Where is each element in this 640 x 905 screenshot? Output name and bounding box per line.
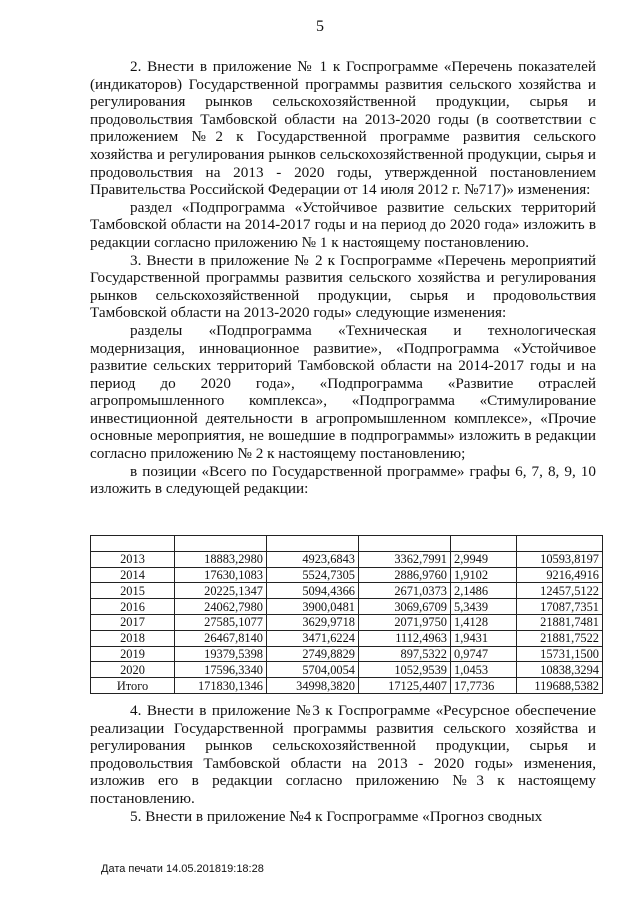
table-cell: 2015 xyxy=(91,583,175,599)
table-cell xyxy=(451,536,517,552)
table-cell: 1052,9539 xyxy=(359,662,451,678)
table-cell: 2018 xyxy=(91,630,175,646)
table-cell: 2,9949 xyxy=(451,551,517,567)
table-cell: 26467,8140 xyxy=(175,630,267,646)
body-text-top xyxy=(90,58,596,498)
table-cell: 17087,7351 xyxy=(517,599,603,615)
table-cell xyxy=(359,536,451,552)
table-cell xyxy=(267,536,359,552)
table-cell: 2886,9760 xyxy=(359,567,451,583)
table-cell: 3362,7991 xyxy=(359,551,451,567)
body-text-bottom xyxy=(90,702,596,825)
table-cell: 5,3439 xyxy=(451,599,517,615)
table-cell: 1112,4963 xyxy=(359,630,451,646)
page-number: 5 xyxy=(316,18,324,35)
table-cell: 15731,1500 xyxy=(517,646,603,662)
paragraph-3: 3. Внести в приложение № 2 к Госпрограмме «Перечень мероприятий Государственной программы развития сельского хозяйства и регулирования рынков сельскохозяйственной продукции, сырья и продовольствия Тамбовской области на 2013-2020 годы» следующие изменения: xyxy=(90,251,596,322)
table-cell: 24062,7980 xyxy=(175,599,267,615)
table-cell: 17630,1083 xyxy=(175,567,267,583)
table-row xyxy=(91,536,603,552)
table-cell: 10593,8197 xyxy=(517,551,603,567)
table-cell: 18883,2980 xyxy=(175,551,267,567)
table-row xyxy=(91,646,603,662)
table-cell: 5094,4366 xyxy=(267,583,359,599)
funding-table xyxy=(90,535,603,694)
table-cell: 3900,0481 xyxy=(267,599,359,615)
table-cell: 20225,1347 xyxy=(175,583,267,599)
paragraph-3-sections: разделы «Подпрограмма «Техническая и технологическая модернизация, инновационное развитие», «Подпрограмма «Устойчивое развитие сельских территорий Тамбовской области на 2014-2017 годы и на период до 2020 года», «Подпрограмма «Развитие отраслей агропромышленного комплекса», «Подпрограмма «Стимулирование инвестиционной деятельности в агропромышленном комплексе», «Прочие основные мероприятия, не вошедшие в подпрограммы» изложить в редакции согласно приложению № 2 к настоящему постановлению; xyxy=(90,321,596,463)
table-row xyxy=(91,567,603,583)
table-cell: 12457,5122 xyxy=(517,583,603,599)
table-cell: 2020 xyxy=(91,662,175,678)
table-cell: 21881,7522 xyxy=(517,630,603,646)
table-cell xyxy=(91,536,175,552)
table-cell: 5524,7305 xyxy=(267,567,359,583)
table-cell: 10838,3294 xyxy=(517,662,603,678)
table-cell: 17125,4407 xyxy=(359,678,451,694)
table-cell xyxy=(175,536,267,552)
table-cell: 2013 xyxy=(91,551,175,567)
table-total-row xyxy=(91,678,603,694)
table-cell: 2017 xyxy=(91,614,175,630)
table-cell: 1,9431 xyxy=(451,630,517,646)
table-cell: 0,9747 xyxy=(451,646,517,662)
table-cell: 2671,0373 xyxy=(359,583,451,599)
table-row xyxy=(91,551,603,567)
table-cell: 1,0453 xyxy=(451,662,517,678)
table-cell: 2014 xyxy=(91,567,175,583)
table-cell: 21881,7481 xyxy=(517,614,603,630)
paragraph-3-position: в позиции «Всего по Государственной программе» графы 6, 7, 8, 9, 10 изложить в следующей редакции: xyxy=(90,462,596,498)
paragraph-5: 5. Внести в приложение №4 к Госпрограмме «Прогноз сводных xyxy=(130,807,543,825)
table-cell: 171830,1346 xyxy=(175,678,267,694)
table-cell: 2016 xyxy=(91,599,175,615)
print-date-footer: Дата печати 14.05.201819:18:28 xyxy=(101,863,264,875)
table-cell: 4923,6843 xyxy=(267,551,359,567)
table-cell: 2019 xyxy=(91,646,175,662)
table-row xyxy=(91,599,603,615)
paragraph-2: 2. Внести в приложение № 1 к Госпрограмме «Перечень показателей (индикаторов) Государственной программы развития сельского хозяйства и регулирования рынков сельскохозяйственной продукции, сырья и продовольствия Тамбовской области на 2013-2020 годы (в соответствии с приложением №2 к Государственной программе развития сельского хозяйства и регулирования рынков сельскохозяйственной продукции, сырья и продовольствия на 2013 - 2020 годы, утвержденной постановлением Правительства Российской Федерации от 14 июля 2012 г. №717)» изменения: xyxy=(90,58,596,199)
table-cell: 3471,6224 xyxy=(267,630,359,646)
table-row xyxy=(91,583,603,599)
table-cell: 9216,4916 xyxy=(517,567,603,583)
table-cell: 3069,6709 xyxy=(359,599,451,615)
table-cell: 34998,3820 xyxy=(267,678,359,694)
table-cell: 2,1486 xyxy=(451,583,517,599)
table-cell: 3629,9718 xyxy=(267,614,359,630)
paragraph-2-section: раздел «Подпрограмма «Устойчивое развитие сельских территорий Тамбовской области на 2014-2017 годы и на период до 2020 года» изложить в редакции согласно приложению № 1 к настоящему постановлению. xyxy=(90,198,596,251)
table-cell: 1,9102 xyxy=(451,567,517,583)
table-cell: 19379,5398 xyxy=(175,646,267,662)
table-cell xyxy=(517,536,603,552)
table-cell: 2071,9750 xyxy=(359,614,451,630)
table-row xyxy=(91,630,603,646)
table-cell: 5704,0054 xyxy=(267,662,359,678)
table-cell: 897,5322 xyxy=(359,646,451,662)
table-cell: 1,4128 xyxy=(451,614,517,630)
table-cell: 17,7736 xyxy=(451,678,517,694)
table-row xyxy=(91,662,603,678)
paragraph-4: 4. Внести в приложение №3 к Госпрограмме «Ресурсное обеспечение реализации Государственной программы развития сельского хозяйства и регулирования рынков сельскохозяйственной продукции, сырья и продовольствия Тамбовской области на 2013 - 2020 годы» изменения, изложив его в редакции согласно приложению №3 к настоящему постановлению. xyxy=(90,702,596,807)
table-cell: 2749,8829 xyxy=(267,646,359,662)
table-cell: Итого xyxy=(91,678,175,694)
table-row xyxy=(91,614,603,630)
table-cell: 17596,3340 xyxy=(175,662,267,678)
table-cell: 27585,1077 xyxy=(175,614,267,630)
table-cell: 119688,5382 xyxy=(517,678,603,694)
